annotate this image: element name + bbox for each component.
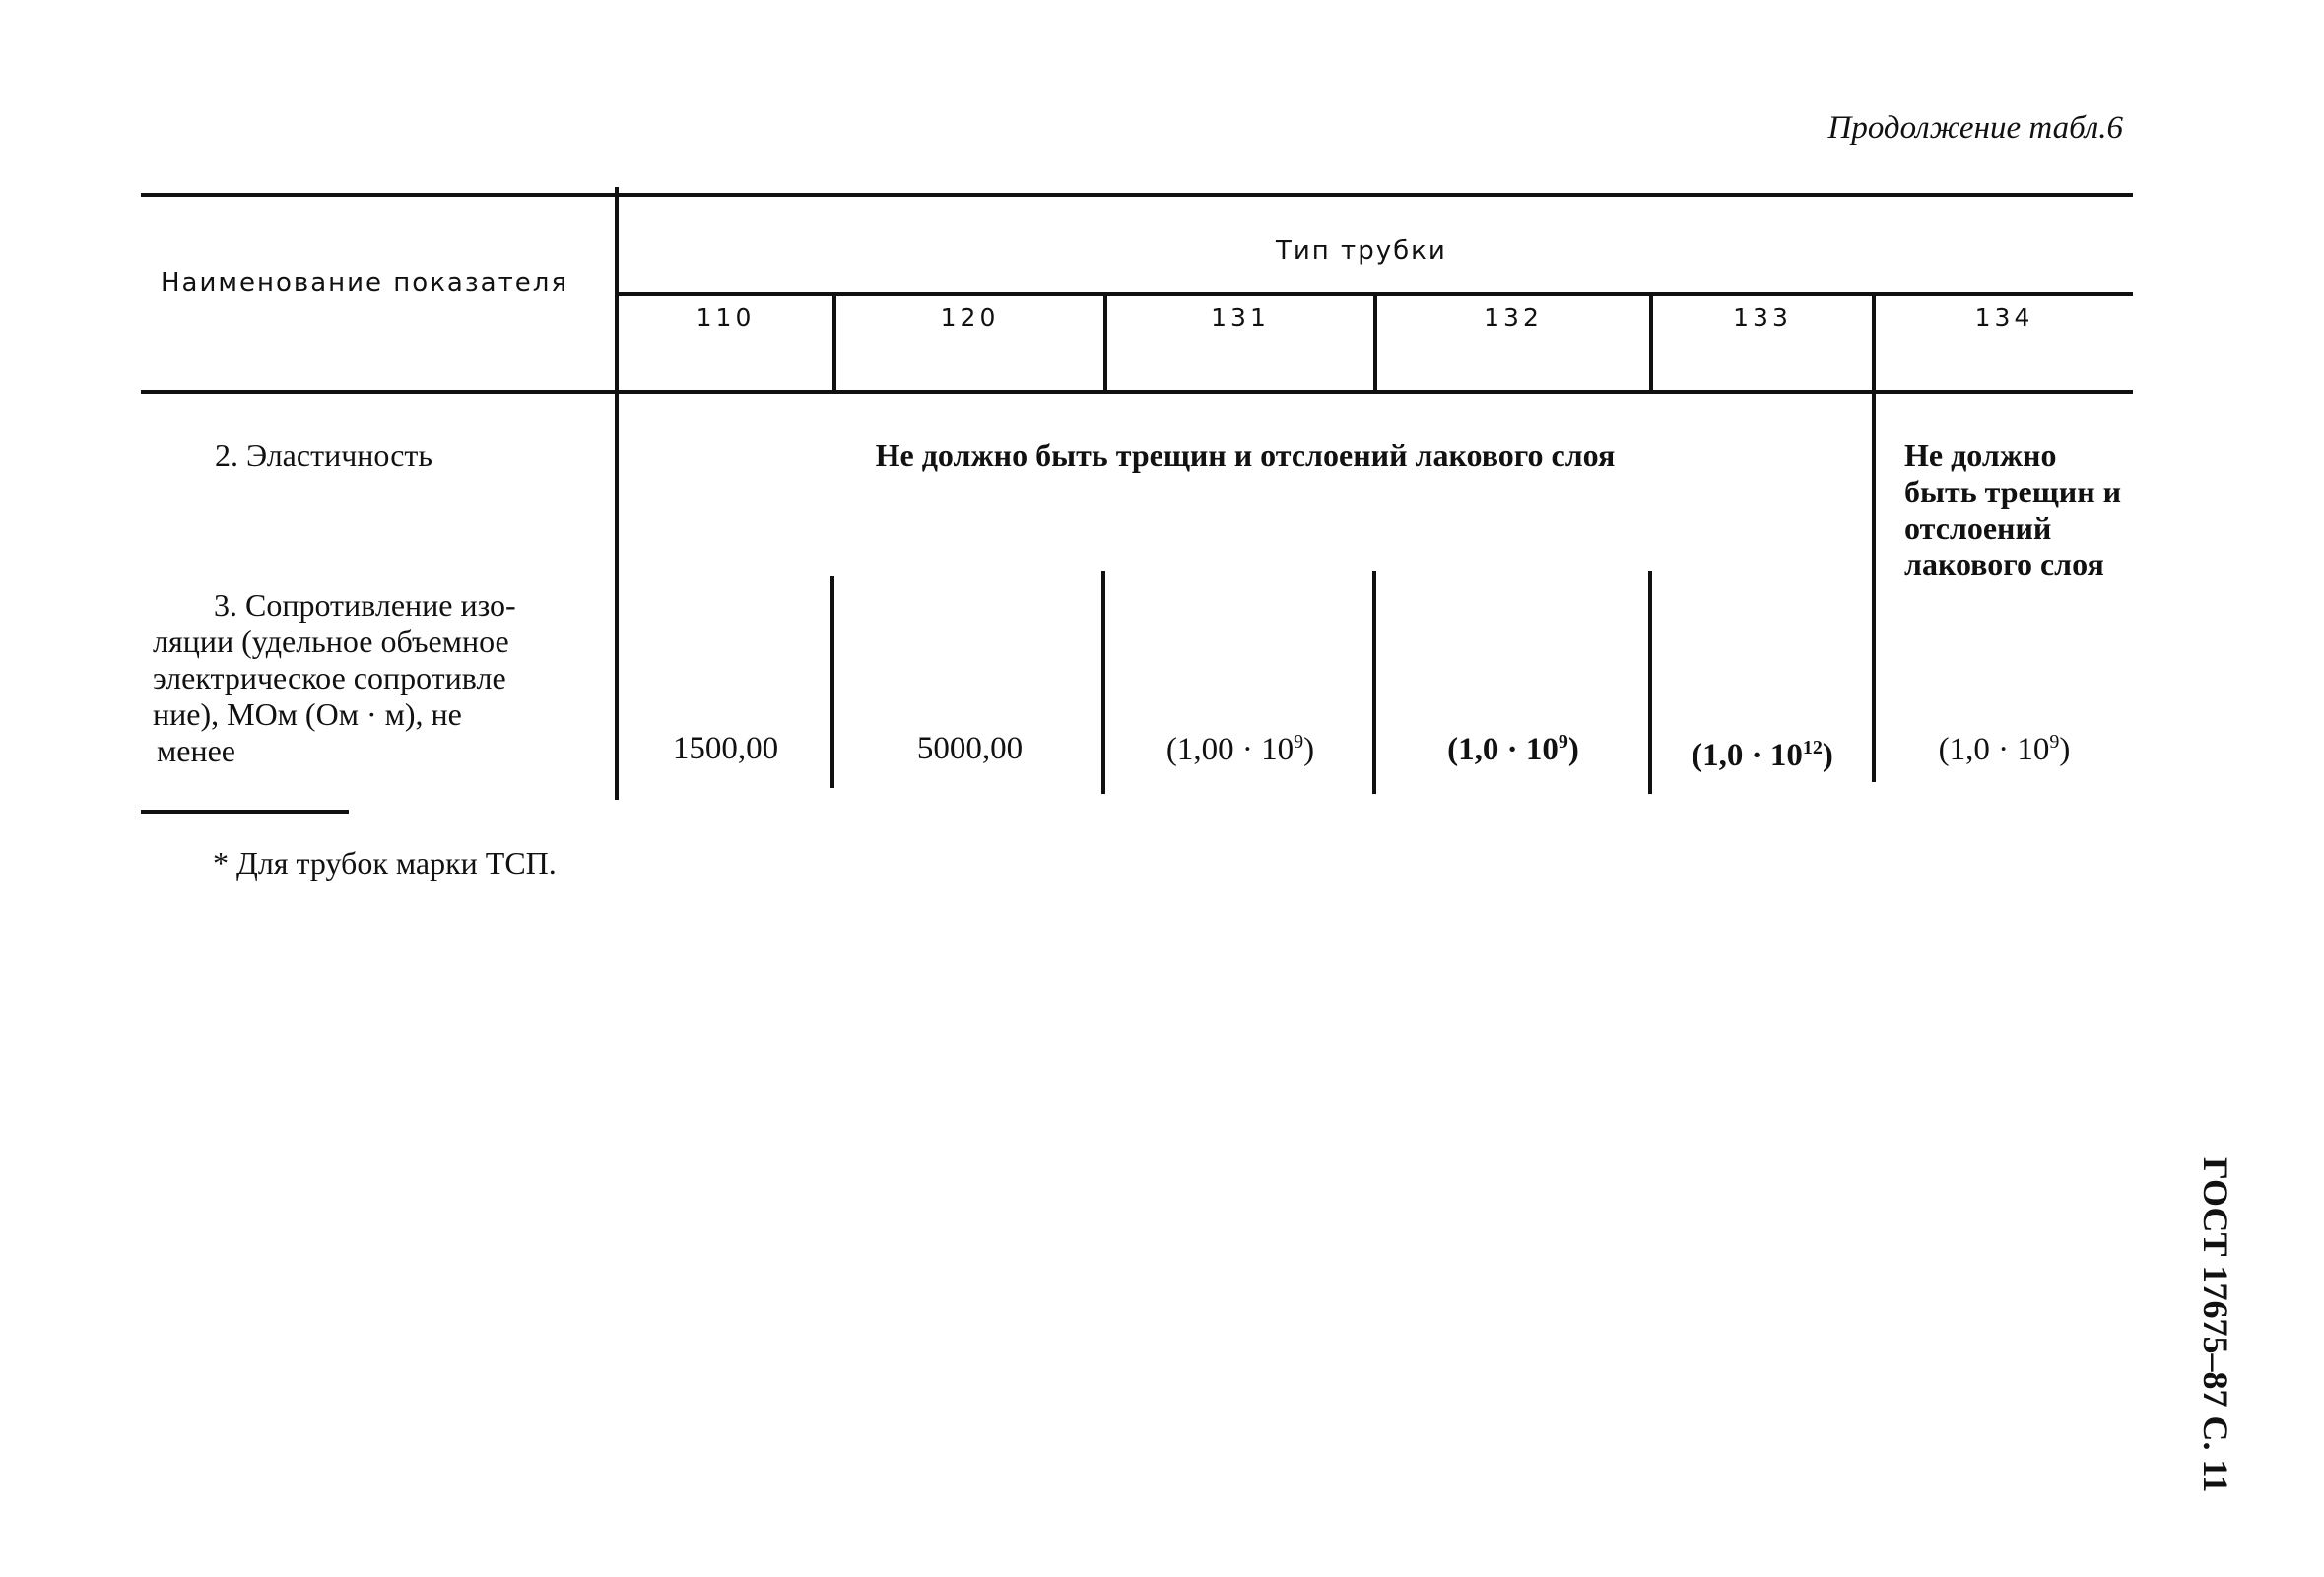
row-insulation-name [153, 587, 576, 769]
table-continuation-caption: Продолжение табл.6 [1827, 110, 2123, 146]
value-110: 1500,00 [672, 731, 779, 766]
value-131 [1107, 731, 1373, 768]
tube-type-header: Тип трубки [1276, 236, 1447, 266]
value-133-exp: 12 [1802, 737, 1823, 758]
value-133-base: (1,0 · 10 [1692, 738, 1803, 773]
column-header-132: 132 [1484, 303, 1543, 332]
row-insulation-name-line: 3. Сопротивление изо- [214, 587, 516, 623]
value-131-close: ) [1303, 732, 1315, 767]
value-132 [1377, 731, 1649, 768]
standard-page-label: ГОСТ 17675–87 С. 11 [2196, 1157, 2235, 1493]
column-header-131: 131 [1211, 303, 1270, 332]
value-134-close: ) [2059, 732, 2071, 767]
row-insulation-name-line: ние), МОм (Ом · м), не [153, 696, 462, 732]
row-insulation-name-line: менее [157, 733, 235, 768]
footnote-rule [141, 810, 349, 814]
value-132-close: ) [1567, 732, 1579, 767]
value-132-base: (1,0 · 10 [1447, 732, 1559, 767]
table-top-rule [141, 193, 2133, 197]
footnote: * Для трубок марки ТСП. [213, 845, 557, 881]
row-insulation-name-line: электрическое сопротивле [153, 660, 506, 695]
value-134-exp: 9 [2049, 731, 2060, 753]
body-col-divider [1872, 392, 1876, 782]
row-elasticity-name: 2. Эластичность [215, 437, 432, 473]
row-insulation-name-line: ляции (удельное объемное [153, 624, 509, 659]
column-header-120: 120 [940, 303, 1000, 332]
indicator-name-header: Наименование показателя [161, 268, 569, 297]
value-131-base: (1,00 · 10 [1165, 732, 1295, 767]
value-134-base: (1,0 · 10 [1938, 732, 2050, 767]
name-column-divider [615, 187, 619, 800]
row-elasticity-merged-value: Не должно быть трещин и отслоений лакового слоя [875, 437, 1616, 473]
header-bottom-rule [141, 390, 2133, 394]
value-133-close: ) [1822, 738, 1833, 773]
value-133 [1653, 737, 1872, 774]
value-120: 5000,00 [916, 731, 1024, 766]
value-131-exp: 9 [1294, 731, 1304, 753]
value-134 [1876, 731, 2133, 768]
column-header-110: 110 [696, 303, 756, 332]
row-elasticity-value-134: Не должно быть трещин и отслоений лакового слоя [1904, 437, 2122, 582]
column-header-134: 134 [1974, 303, 2034, 332]
value-132-exp: 9 [1558, 731, 1568, 753]
column-header-133: 133 [1733, 303, 1792, 332]
